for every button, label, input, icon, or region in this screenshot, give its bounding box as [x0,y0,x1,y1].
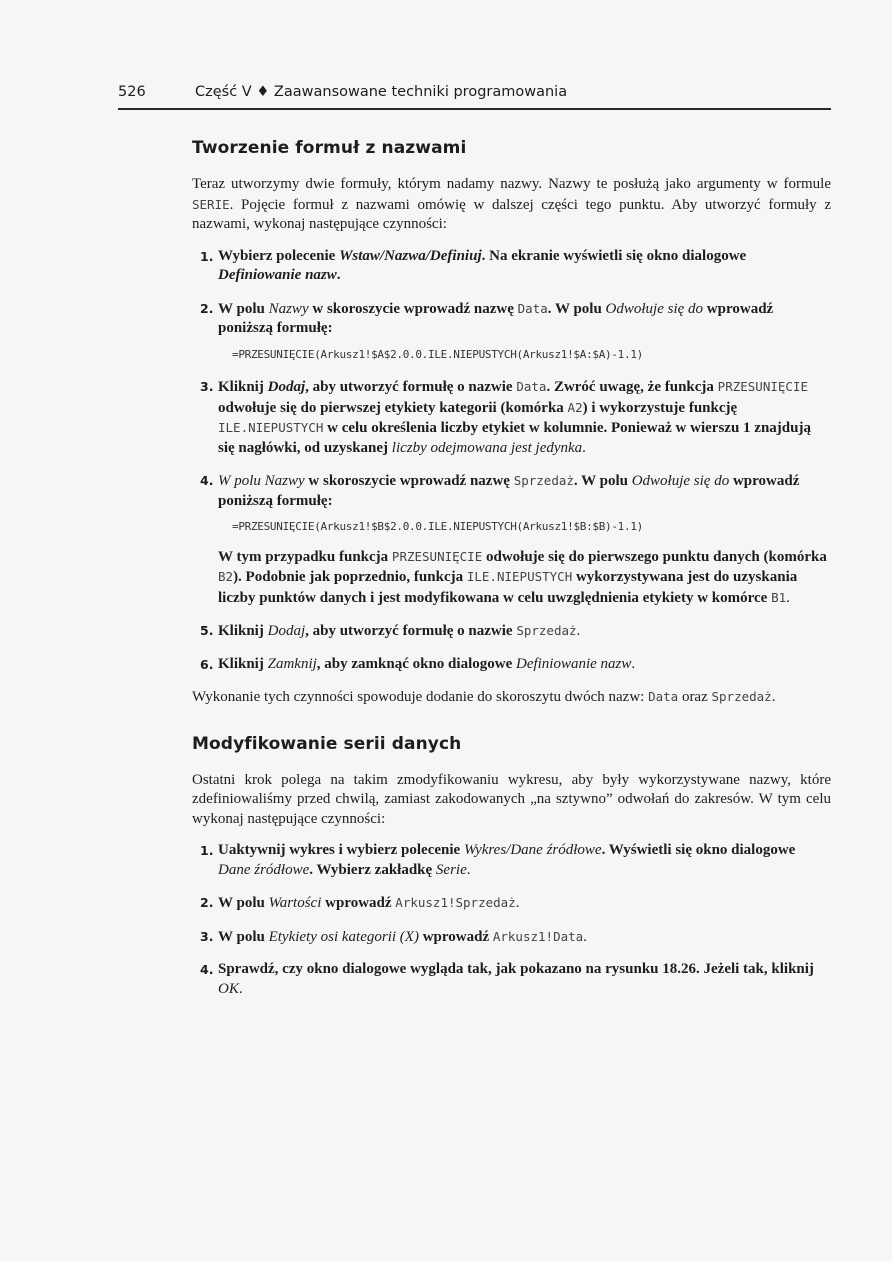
page-number: 526 [118,84,146,100]
section-heading-formulas: Tworzenie formuł z nazwami [192,138,467,158]
page-content [192,138,831,1012]
running-header [118,84,831,110]
step-explanation: W tym przypadku funkcja PRZESUNIĘCIE odwołuje się do pierwszego punktu danych (komórka B2). Podobnie jak poprzednio, funkcja ILE.NIEPUSTYCH wykorzystywana jest do uzyskania liczby punktów danych i jest modyfikowana w celu uwzględnienia etykiety w komórce B1. [218,548,827,606]
section2-intro: Ostatni krok polega na takim zmodyfikowaniu wykresu, aby były wykorzystywane nazwy, które zdefiniowaliśmy przed chwilą, zamiast zakodowanych „na sztywno” odwołań do zakresów. W tym celu wykonaj następujące czynności: [192,771,831,827]
list-item: 2. W polu Wartości wprowadź Arkusz1!Sprzedaż. [200,895,520,911]
running-title: Część V ♦ Zaawansowane techniki programowania [195,84,568,100]
list-item: 5. Kliknij Dodaj, aby utworzyć formułę o nazwie Sprzedaż. [200,623,581,639]
list-item: 6. Kliknij Zamknij, aby zamknąć okno dialogowe Definiowanie nazw. [200,655,636,672]
list-item: 3. W polu Etykiety osi kategorii (X) wprowadź Arkusz1!Data. [200,928,587,945]
section2-steps [192,841,831,999]
list-item: 4. Sprawdź, czy okno dialogowe wygląda tak, jak pokazano na rysunku 18.26. Jeżeli tak, kliknij OK. [200,961,814,997]
list-item: 4. W polu Nazwy w skoroszycie wprowadź nazwę Sprzedaż. W polu Odwołuje się do wprowadź poniższą formułę: =PRZESUNIĘCIE(Arkusz1!$B$2.0.0.ILE.NIEPUSTYCH(Arkusz1!$B:$B)-1.1) W tym przypadku funkcja PRZESUNIĘCIE odwołuje się do pierwszego punktu danych (komórka B2). Podobnie jak poprzednio, funkcja ILE.NIEPUSTYCH wykorzystywana jest do uzyskania liczby punktów danych i jest modyfikowana w celu uwzględnienia etykiety w komórce B1. [192,471,831,608]
list-item: 1. Wybierz polecenie Wstaw/Nazwa/Definiuj. Na ekranie wyświetli się okno dialogowe Definiowanie nazw. [200,247,747,283]
list-item: 3. Kliknij Dodaj, aby utworzyć formułę o nazwie Data. Zwróć uwagę, że funkcja PRZESUNIĘCIE odwołuje się do pierwszej etykiety kategorii (komórka A2) i wykorzystuje funkcję ILE.NIEPUSTYCH w celu określenia liczby etykiet w kolumnie. Ponieważ w wierszu 1 znajdują się nagłówki, od uzyskanej liczby odejmowana jest jedynka. [200,379,811,456]
section-heading-series: Modyfikowanie serii danych [192,733,462,754]
section1-intro: Teraz utworzymy dwie formuły, którym nadamy nazwy. Nazwy te posłużą jako argumenty w formule SERIE. Pojęcie formuł z nazwami omówię w dalszej części tego punktu. Aby utworzyć formuły z nazwami, wykonaj następujące czynności: [192,176,831,232]
formula-code: =PRZESUNIĘCIE(Arkusz1!$B$2.0.0.ILE.NIEPUSTYCH(Arkusz1!$B:$B)-1.1) [232,520,643,533]
section1-outro: Wykonanie tych czynności spowoduje dodanie do skoroszytu dwóch nazw: Data oraz Sprzedaż. [192,689,776,705]
list-item: 2. W polu Nazwy w skoroszycie wprowadź nazwę Data. W polu Odwołuje się do wprowadź poniższą formułę: =PRZESUNIĘCIE(Arkusz1!$A$2.0.0.ILE.NIEPUSTYCH(Arkusz1!$A:$A)-1.1) [192,299,831,365]
formula-code: =PRZESUNIĘCIE(Arkusz1!$A$2.0.0.ILE.NIEPUSTYCH(Arkusz1!$A:$A)-1.1) [232,347,643,361]
section1-steps [192,247,831,675]
list-item: 1. Uaktywnij wykres i wybierz polecenie Wykres/Dane źródłowe. Wyświetli się okno dialogowe Dane źródłowe. Wybierz zakładkę Serie. [200,842,796,878]
